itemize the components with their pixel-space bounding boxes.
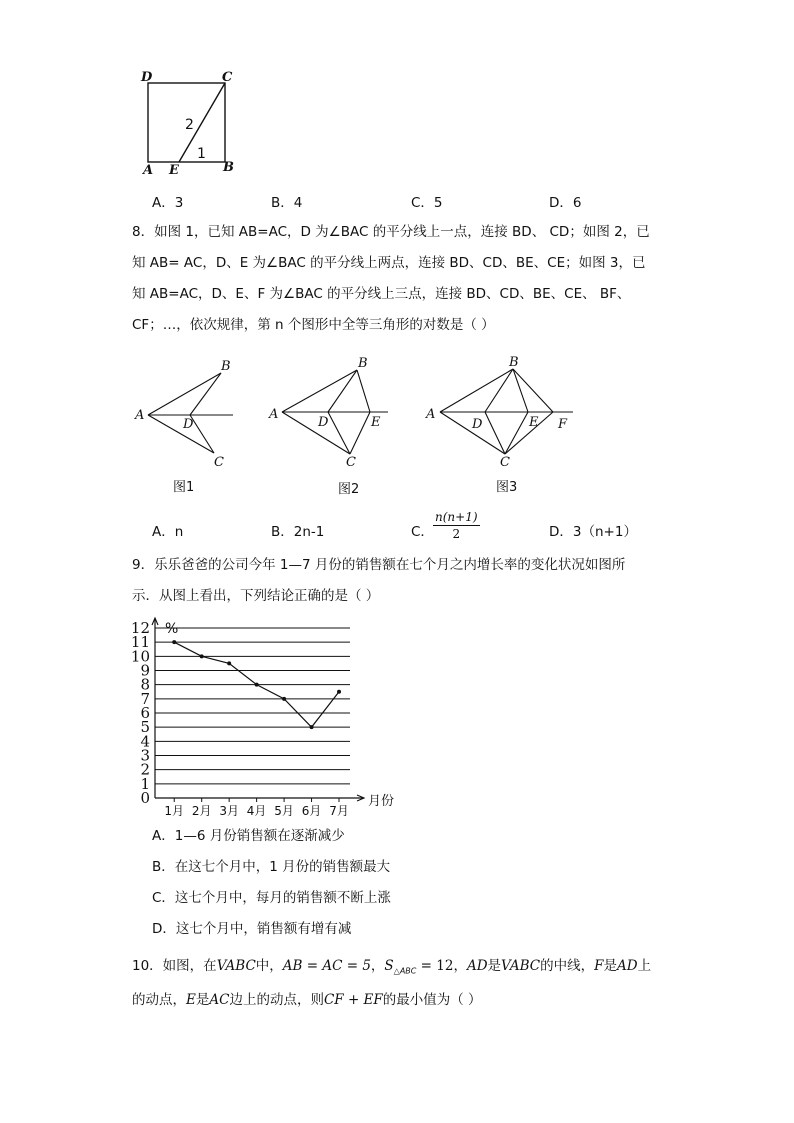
x-tick-label-7: 7月 — [329, 804, 349, 818]
q8-fig2-label-d: D — [318, 415, 329, 430]
q9-line-2: 示．从图上看出，下列结论正确的是（ ） — [132, 588, 380, 604]
q7-square-figure — [135, 64, 245, 180]
data-point-3 — [227, 661, 231, 665]
q8-fig3-label-d: D — [472, 417, 483, 432]
q9-line-1: 9．乐乐爸爸的公司今年 1—7 月份的销售额在七个月之内增长率的变化状况如图所 — [132, 557, 626, 573]
q8-fig1-label-c: C — [214, 455, 224, 470]
q10-l1-t3: 中， — [255, 958, 283, 974]
y-tick-label-4: 4 — [140, 732, 150, 751]
q10-l1-t14: 是 — [603, 958, 617, 974]
chart-y-axis-label: % — [165, 621, 179, 637]
chart-axes — [152, 618, 364, 801]
q9-growth-rate-chart — [125, 612, 415, 822]
q10-l1-triangle: VABC — [216, 958, 256, 974]
q8-fig1-caption: 图1 — [173, 480, 195, 495]
x-tick-label-6: 6月 — [301, 804, 322, 818]
y-tick-label-3: 3 — [140, 746, 150, 765]
q8-line-4: CF；…，依次规律，第 n 个图形中全等三角形的对数是（ ） — [132, 317, 495, 333]
q8-fig1-label-a: A — [135, 408, 145, 423]
data-point-6 — [310, 725, 314, 729]
q8-fig3-caption: 图3 — [496, 480, 518, 495]
q7-option-a: A．3 — [152, 195, 184, 211]
q10-l1-t8: ， — [453, 958, 467, 974]
q8-figure-1 — [148, 373, 233, 453]
q8-line-1: 8．如图 1，已知 AB=AC，D 为∠BAC 的平分线上一点，连接 BD、 CD；如图 2，已 — [132, 224, 650, 240]
q8-option-c-prefix: C． — [411, 524, 434, 540]
data-point-2 — [200, 654, 204, 658]
q10-l2-t1: 的动点， — [132, 992, 186, 1008]
q10-l1-t1: 10．如图，在 — [132, 958, 217, 974]
q10-l2-t3: 是 — [195, 992, 210, 1008]
data-point-5 — [282, 697, 286, 701]
chart-x-ticks — [164, 798, 348, 818]
q10-l2-t5: 边上的动点，则 — [229, 992, 324, 1008]
q8-option-d: D．3（n+1） — [549, 524, 637, 540]
q8-figure-3 — [440, 369, 573, 454]
q7-label-d: D — [141, 70, 153, 85]
q7-option-c: C．5 — [411, 195, 443, 211]
q8-fig2-label-a: A — [269, 407, 279, 422]
y-tick-label-10: 10 — [130, 647, 150, 666]
q7-angle-2: 2 — [185, 117, 194, 133]
q9-option-b: B．在这七个月中，1 月份的销售额最大 — [152, 859, 391, 875]
q10-l2-ac: AC — [209, 992, 230, 1008]
q10-l1-t5: ， — [370, 958, 385, 974]
q10-l1-area-value: = 12 — [416, 958, 454, 974]
q8-fig2-label-b: B — [358, 356, 368, 371]
q7-label-a: A — [143, 163, 154, 178]
q8-option-b: B．2n-1 — [271, 524, 325, 540]
q10-l1-t16: 上 — [637, 958, 652, 974]
y-tick-label-0: 0 — [140, 789, 150, 807]
x-tick-label-4: 4月 — [246, 804, 267, 818]
q10-l1-equation: AB = AC = 5 — [282, 958, 371, 974]
q10-l1-t12: 的中线， — [540, 958, 595, 974]
data-point-4 — [255, 683, 259, 687]
q8-line-2: 知 AB= AC，D、E 为∠BAC 的平分线上两点，连接 BD、CD、BE、CE；如图 3，已 — [132, 255, 646, 271]
q10-line-2 — [132, 990, 482, 1010]
x-tick-label-1: 1月 — [164, 804, 185, 818]
q10-l2-t7: 的最小值为（ ） — [382, 992, 482, 1008]
q8-option-a: A．n — [152, 524, 184, 540]
y-tick-label-9: 9 — [140, 661, 150, 680]
q8-option-c-denominator: 2 — [452, 527, 461, 541]
q10-l2-e: E — [186, 992, 196, 1008]
q7-label-e: E — [169, 163, 179, 178]
y-tick-label-6: 6 — [140, 704, 150, 722]
q8-fig2-caption: 图2 — [338, 482, 360, 497]
q8-fig3-label-f: F — [558, 417, 568, 432]
q10-l1-ad: AD — [466, 958, 488, 974]
q7-label-b: B — [223, 160, 234, 175]
y-tick-label-12: 12 — [130, 619, 150, 637]
q10-l2-expression: CF + EF — [323, 992, 383, 1008]
y-tick-label-2: 2 — [140, 760, 150, 779]
q10-l1-t10: 是 — [487, 958, 502, 974]
y-tick-label-8: 8 — [140, 675, 150, 694]
q7-label-c: C — [222, 70, 233, 85]
q10-l1-ad-2: AD — [617, 958, 638, 974]
q8-fig2-label-c: C — [346, 455, 356, 470]
q8-fig3-label-e: E — [529, 415, 539, 430]
q10-l1-triangle-2: VABC — [501, 958, 541, 974]
q8-fig1-label-b: B — [221, 359, 231, 374]
x-tick-label-2: 2月 — [191, 804, 212, 818]
q9-option-c: C．这七个月中，每月的销售额不断上涨 — [152, 890, 391, 906]
q7-angle-1: 1 — [197, 146, 206, 162]
q10-l1-area-symbol: S — [384, 958, 394, 974]
q8-figures — [128, 350, 588, 500]
chart-x-axis-label: 月份 — [368, 794, 395, 809]
q8-option-c-fraction — [433, 510, 480, 541]
q7-option-b: B．4 — [271, 195, 303, 211]
q9-option-d: D．这七个月中，销售额有增有减 — [152, 921, 352, 937]
q8-figure-2 — [282, 370, 388, 454]
data-point-1 — [172, 640, 176, 644]
chart-y-ticks — [131, 619, 150, 807]
data-point-7 — [337, 690, 341, 694]
q8-fig2-label-e: E — [371, 415, 381, 430]
x-tick-label-3: 3月 — [219, 804, 239, 818]
q10-line-1 — [132, 956, 651, 982]
q8-option-c-numerator: n(n+1) — [435, 510, 478, 524]
y-tick-label-1: 1 — [140, 774, 150, 793]
q8-line-3: 知 AB=AC，D、E、F 为∠BAC 的平分线上三点，连接 BD、CD、BE、CE、 BF、 — [132, 286, 631, 302]
y-tick-label-11: 11 — [130, 633, 150, 652]
q8-fig1-label-d: D — [183, 417, 194, 432]
q10-l1-area-sub: △ABC — [393, 966, 417, 976]
q8-fig3-label-b: B — [509, 355, 519, 370]
q10-l1-f: F — [594, 958, 604, 974]
q9-option-a: A．1—6 月份销售额在逐渐减少 — [152, 828, 345, 844]
chart-grid — [155, 628, 350, 784]
q7-option-d: D．6 — [549, 195, 582, 211]
x-tick-label-5: 5月 — [274, 804, 294, 818]
q8-fig3-label-a: A — [426, 407, 436, 422]
q8-fig3-label-c: C — [500, 455, 510, 470]
y-tick-label-5: 5 — [140, 718, 150, 737]
y-tick-label-7: 7 — [140, 689, 150, 708]
